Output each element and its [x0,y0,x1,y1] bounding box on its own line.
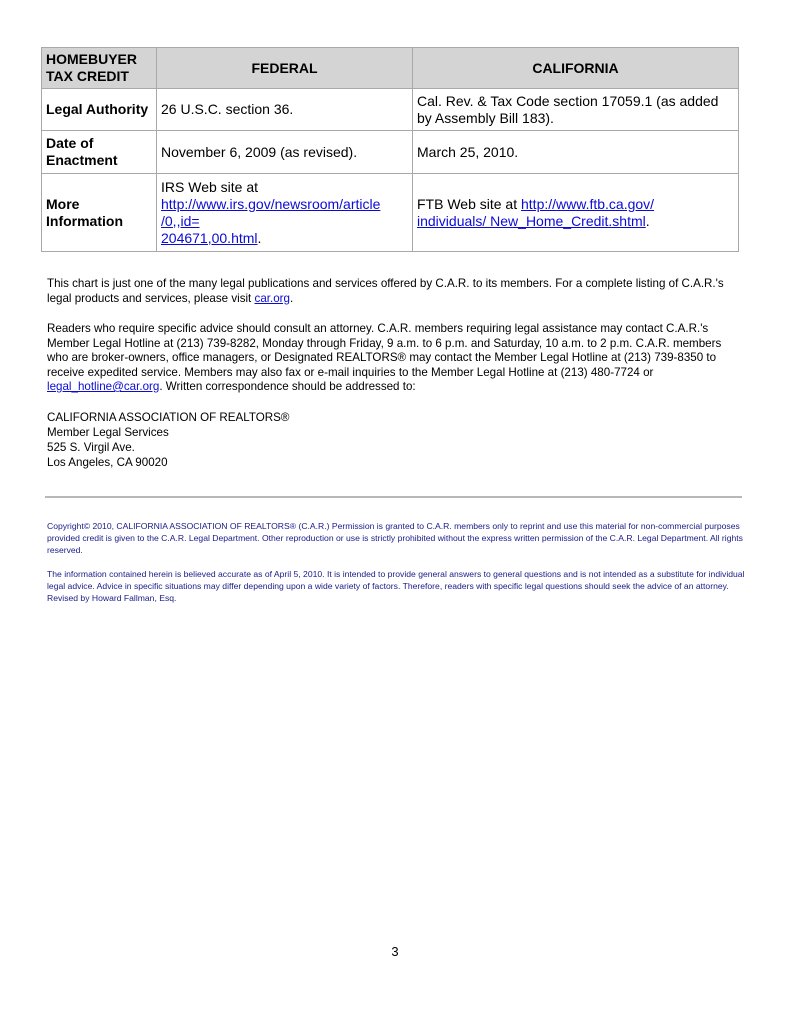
address-line-2: Member Legal Services [47,426,169,439]
header-federal: FEDERAL [157,48,413,89]
ftb-link[interactable]: http://www.ftb.ca.gov/ individuals/ New_Home_Credit.shtml [417,195,655,229]
legal-hotline-email-link[interactable]: legal_hotline@car.org [47,380,160,393]
table-row [42,131,739,174]
row-label-legal-authority: Legal Authority [42,89,157,131]
irs-link[interactable]: http://www.irs.gov/newsroom/article /0,,id= 204671,00.html [161,195,381,246]
page-number: 3 [391,944,399,959]
car-org-link[interactable]: car.org [254,291,290,305]
copyright-notice: Copyright© 2010, CALIFORNIA ASSOCIATION OF REALTORS® (C.A.R.) Permission is granted to C.A.R. members only to reprint and use this material for non-commercial purposes provided credit is given to the C.A.R. Legal Department. Other reproduction or use is strictly prohibited without the express written permission of the C.A.R. Legal Department. All rights reserved. [47,521,743,555]
address-line-1: CALIFORNIA ASSOCIATION OF REALTORS® [47,411,290,424]
california-more-information: FTB Web site at http://www.ftb.ca.gov/ individuals/ New_Home_Credit.shtml. [413,174,739,252]
federal-info-prefix: IRS Web site at [161,178,259,195]
readers-paragraph: Readers who require specific advice should consult an attorney. C.A.R. members requiring legal assistance may contact C.A.R.'s Member Legal Hotline at (213) 739-8282, Monday through Friday, 9 a.m. to 6 p.m. and Saturday, 10 a.m. to 2 p.m. C.A.R. members who are broker-owners, office managers, or Designated REALTORS® may contact the Member Legal Hotline at (213) 739-8350 to receive expedited service. Members may also fax or e-mail inquiries to the Member Legal Hotline at (213) 480-7724 or legal_hotline@car.org. Written correspondence should be addressed to: [47,322,722,393]
tax-credit-table [41,47,739,252]
intro-paragraph: This chart is just one of the many legal publications and services offered by C.A.R. to its members. For a complete listing of C.A.R.'s legal products and services, please visit car.org. [47,277,724,305]
federal-date-of-enactment: November 6, 2009 (as revised). [157,131,413,174]
table-row [42,89,739,131]
address-line-4: Los Angeles, CA 90020 [47,456,168,469]
california-date-of-enactment: March 25, 2010. [413,131,739,174]
header-california: CALIFORNIA [413,48,739,89]
california-info-prefix: FTB Web site at [417,195,521,212]
mailing-address [47,410,289,470]
california-legal-authority: Cal. Rev. & Tax Code section 17059.1 (as added by Assembly Bill 183). [413,89,739,131]
address-line-3: 525 S. Virgil Ave. [47,441,135,454]
federal-legal-authority: 26 U.S.C. section 36. [157,89,413,131]
table-row [42,174,739,252]
federal-more-information: IRS Web site at http://www.irs.gov/newsroom/article /0,,id= 204671,00.html. [157,174,413,252]
row-label-date-of-enactment: Date of Enactment [42,131,157,174]
disclaimer-notice: The information contained herein is believed accurate as of April 5, 2010. It is intended to provide general answers to general questions and is not intended as a substitute for individual legal advice. Advice in specific situations may differ depending upon a wide variety of factors. Therefore, readers with specific legal questions should seek the advice of an attorney. Revised by Howard Fallman, Esq. [47,569,745,603]
table-header-row [42,48,739,89]
divider [45,496,742,498]
header-homebuyer-tax-credit: HOMEBUYER TAX CREDIT [42,48,157,89]
row-label-more-information: More Information [42,174,157,252]
